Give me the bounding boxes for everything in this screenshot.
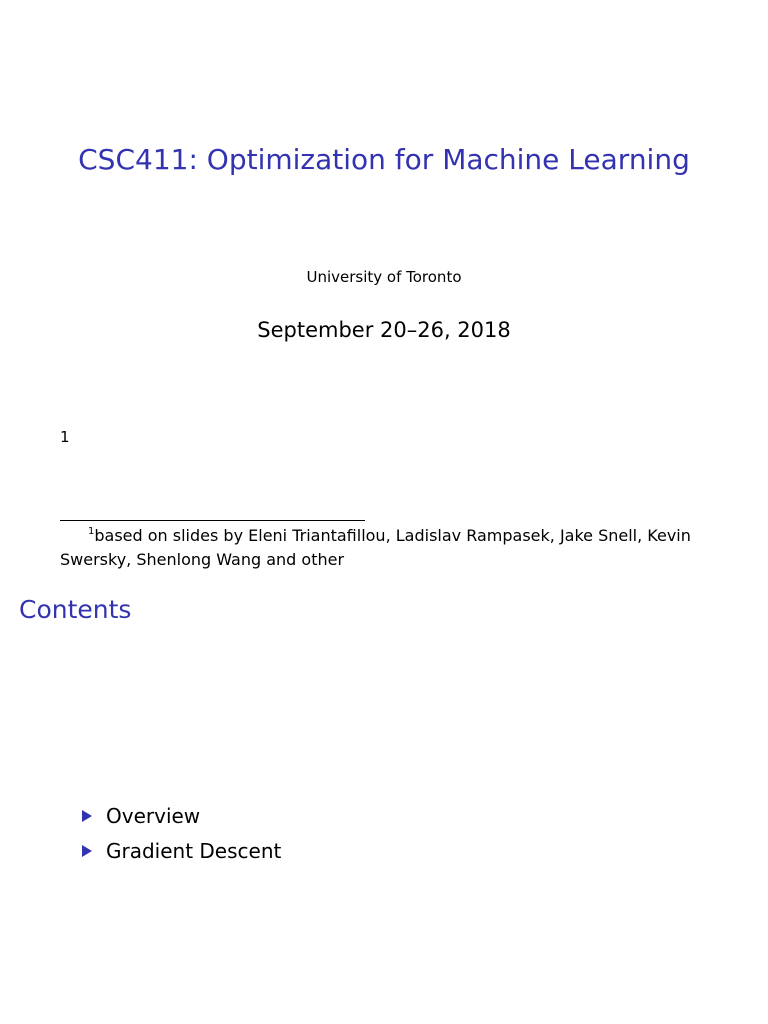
triangle-bullet-icon: [82, 810, 92, 822]
slide-title: CSC411: Optimization for Machine Learning: [78, 143, 690, 176]
footnote-divider: [60, 520, 365, 521]
contents-item-label: Gradient Descent: [106, 838, 282, 863]
triangle-bullet-icon: [82, 845, 92, 857]
footnote-text: based on slides by Eleni Triantafillou, Ladislav Rampasek, Jake Snell, Kevin Swersky, Shenlong Wang and other: [60, 526, 691, 569]
contents-item-label: Overview: [106, 803, 201, 828]
slide-date: September 20–26, 2018: [257, 318, 511, 342]
footnote-marker: 1: [60, 428, 70, 446]
footnote-superscript: 1: [88, 526, 95, 537]
institute-name: University of Toronto: [306, 268, 462, 286]
footnote: [60, 524, 750, 572]
contents-item-overview: [82, 798, 281, 833]
contents-list: [82, 798, 281, 868]
contents-heading: Contents: [19, 595, 132, 624]
contents-item-gradient-descent: [82, 833, 281, 868]
